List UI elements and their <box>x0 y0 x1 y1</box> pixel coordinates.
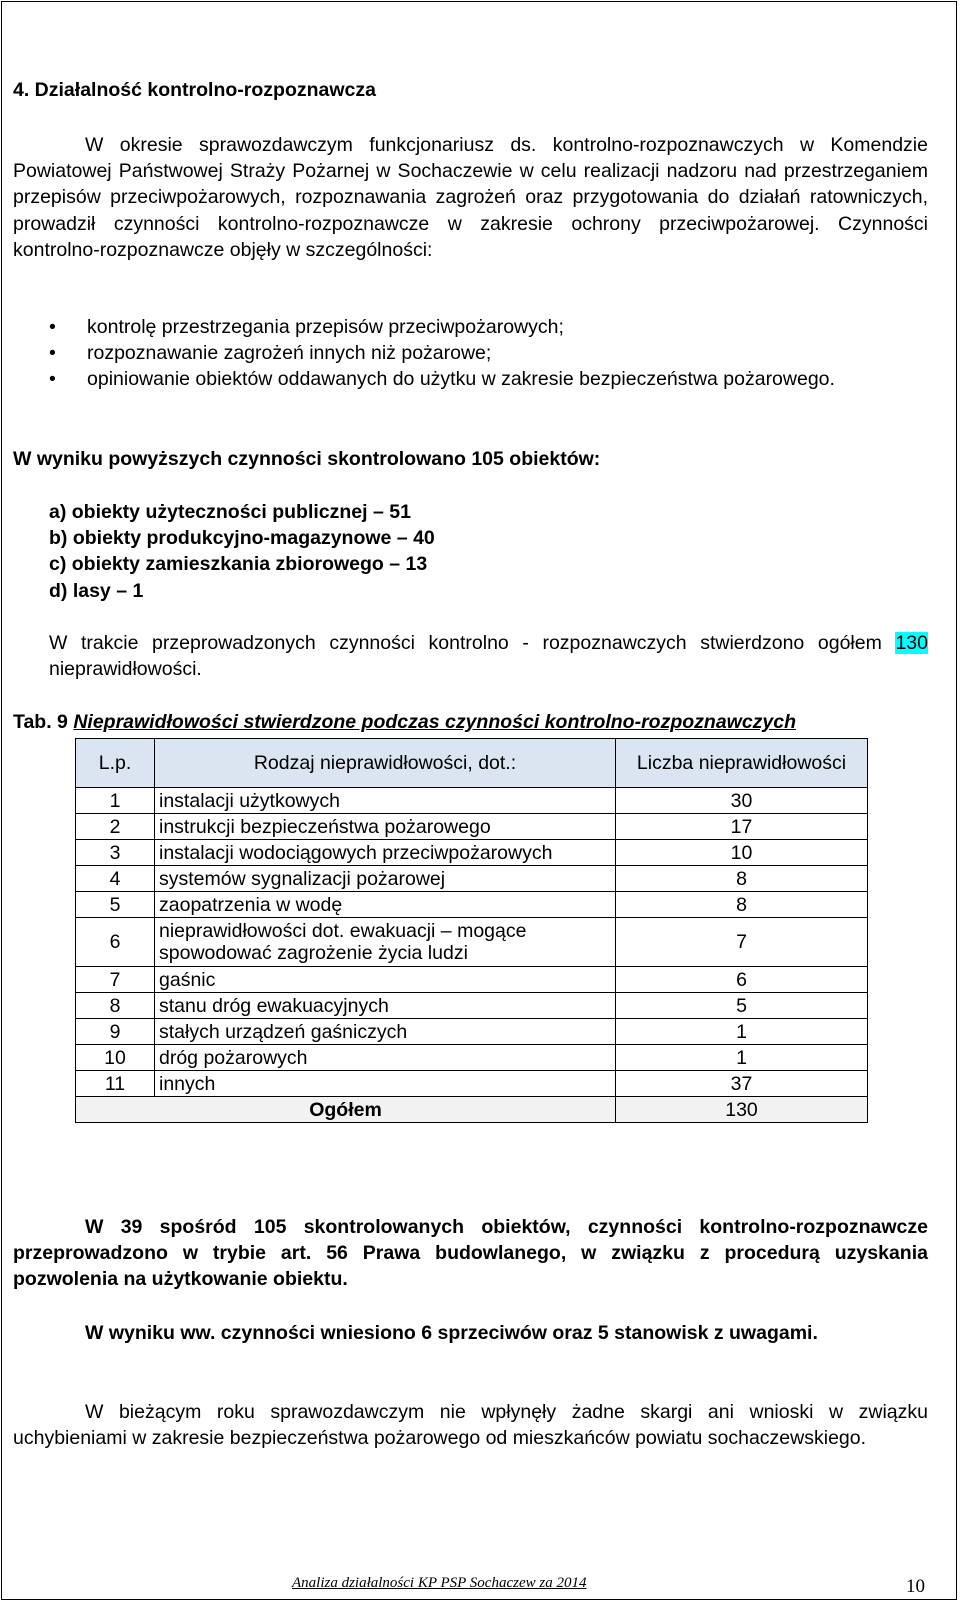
art56-paragraph: W 39 spośród 105 skontrolowanych obiektów, czynności kontrolno-rozpoznawcze przeprowadzono w trybie art. 56 Prawa budowlanego, w związku z procedurą uzyskania pozwolenia na użytkowanie obiektu. <box>13 1216 928 1291</box>
total-value: 130 <box>616 1097 868 1123</box>
list-item: c) obiekty zamieszkania zbiorowego – 13 <box>49 553 428 576</box>
table-row: 5 zaopatrzenia w wodę 8 <box>76 892 868 918</box>
total-label: Ogółem <box>76 1097 616 1123</box>
list-item: d) lasy – 1 <box>49 579 144 602</box>
table-row: 10 dróg pożarowych 1 <box>76 1045 868 1071</box>
header-kind: Rodzaj nieprawidłowości, dot.: <box>155 739 616 788</box>
complaints-paragraph: W bieżącym roku sprawozdawczym nie wpłynęły żadne skargi ani wnioski w związku uchybieniami w zakresie bezpieczeństwa pożarowego od mieszkańców powiatu sochaczewskiego. <box>13 1401 928 1450</box>
section-title: 4. Działalność kontrolno-rozpoznawcza <box>13 79 376 101</box>
table-row: 1 instalacji użytkowych 30 <box>76 788 868 814</box>
header-count: Liczba nieprawidłowości <box>616 739 868 788</box>
table-row: 6 nieprawidłowości dot. ewakuacji – mogące spowodować zagrożenie życia ludzi 7 <box>76 918 868 967</box>
bullet-dot-icon: • <box>49 316 56 338</box>
table-row: 11 innych 37 <box>76 1071 868 1097</box>
table-header-row <box>76 739 868 788</box>
irregularities-count: 130 <box>895 632 928 654</box>
header-lp: L.p. <box>76 739 155 788</box>
bullet-dot-icon: • <box>49 342 56 364</box>
table-row: 3 instalacji wodociągowych przeciwpożarowych 10 <box>76 840 868 866</box>
list-item: b) obiekty produkcyjno-magazynowe – 40 <box>49 527 435 550</box>
page-footer: Analiza działalności KP PSP Sochaczew za 2014 <box>292 1575 587 1591</box>
table-row: 7 gaśnic 6 <box>76 967 868 993</box>
document-page: 4. Działalność kontrolno-rozpoznawcza W okresie sprawozdawczym funkcjonariusz ds. kontrolno-rozpoznawczych w Komendzie Powiatowej Państwowej Straży Pożarnej w Sochaczewie w celu realizacji nadzoru nad przestrzeganiem przepisów przeciwpożarowych, rozpoznawania zagrożeń oraz przygotowania do działań ratowniczych, prowadził czynności kontrolno-rozpoznawcze w zakresie ochrony przeciwpożarowej. Czynności kontrolno-rozpoznawcze objęły w szczególności: • kontrolę przestrzegania przepisów przeciwpożarowych; • rozpoznawanie zagrożeń innych niż pożarowe; • opiniowanie obiektów oddawanych do użytku w zakresie bezpieczeństwa pożarowego. W wyniku powyższych czynności skontrolowano 105 obiektów: a) obiekty użyteczności publicznej – 51 b) obiekty produkcyjno-magazynowe – 40 c) obiekty zamieszkania zbiorowego – 13 d) lasy – 1 W trakcie przeprowadzonych czynności kontrolno - rozpoznawczych stwierdzono ogółem 130 nieprawidłowości. Tab. 9 Nieprawidłowości stwierdzone podczas czynności kontrolno-rozpoznawczych L.p. Rodzaj nieprawidłowości, dot.: Liczba nieprawidłowości 1 instalacji użytkowych 30 2 instrukcji bezpieczeństwa pożarowego 17 3 instalacji wodociągowych przeciwpożarowych 10 4 systemów sygnalizacji pożarowej 8 5 zaopatrzenia w wodę 8 6 nieprawidłowości dot. ewakuacji – mogące spowodować zagrożenie życia ludzi 7 7 gaśnic 6 8 stanu dróg ewakuacyjnych 5 9 stałych urządzeń gaśniczych 1 10 dróg pożarowych 1 11 innych 37 Ogółem 130 W 39 spośród 105 skontrolowanych obiektów, czynności kontrolno-rozpoznawcze przeprowadzono w trybie art. 56 Prawa budowlanego, w związku z procedurą uzyskania pozwolenia na użytkowanie obiektu. W wyniku ww. czynności wniesiono 6 sprzeciwów oraz 5 stanowisk z uwagami. W bieżącym roku sprawozdawczym nie wpłynęły żadne skargi ani wnioski w związku uchybieniami w zakresie bezpieczeństwa pożarowego od mieszkańców powiatu sochaczewskiego. Analiza działalności KP PSP Sochaczew za 2014 10 <box>1 1 957 1600</box>
intro-paragraph: W okresie sprawozdawczym funkcjonariusz ds. kontrolno-rozpoznawczych w Komendzie Powiatowej Państwowej Straży Pożarnej w Sochaczewie w celu realizacji nadzoru nad przestrzeganiem przepisów przeciwpożarowych, rozpoznawania zagrożeń oraz przygotowania do działań ratowniczych, prowadził czynności kontrolno-rozpoznawcze w zakresie ochrony przeciwpożarowej. Czynności kontrolno-rozpoznawcze objęły w szczególności: <box>13 134 928 261</box>
table-row: 4 systemów sygnalizacji pożarowej 8 <box>76 866 868 892</box>
table-row: 8 stanu dróg ewakuacyjnych 5 <box>76 993 868 1019</box>
irregularities-table <box>75 738 868 1123</box>
irregularities-paragraph: W trakcie przeprowadzonych czynności kontrolno - rozpoznawczych stwierdzono ogółem 130 nieprawidłowości. <box>49 632 928 681</box>
page-number: 10 <box>906 1576 925 1597</box>
table-total-row <box>76 1097 868 1123</box>
bullet-dot-icon: • <box>49 368 56 390</box>
object-list <box>49 499 435 604</box>
list-item: a) obiekty użyteczności publicznej – 51 <box>49 501 411 523</box>
objections-paragraph: W wyniku ww. czynności wniesiono 6 sprzeciwów oraz 5 stanowisk z uwagami. <box>85 1322 818 1344</box>
table-caption: Tab. 9 Nieprawidłowości stwierdzone podczas czynności kontrolno-rozpoznawczych <box>13 711 797 733</box>
summary-heading: W wyniku powyższych czynności skontrolowano 105 obiektów: <box>13 448 601 470</box>
table-row: 9 stałych urządzeń gaśniczych 1 <box>76 1019 868 1045</box>
table-row: 2 instrukcji bezpieczeństwa pożarowego 17 <box>76 814 868 840</box>
